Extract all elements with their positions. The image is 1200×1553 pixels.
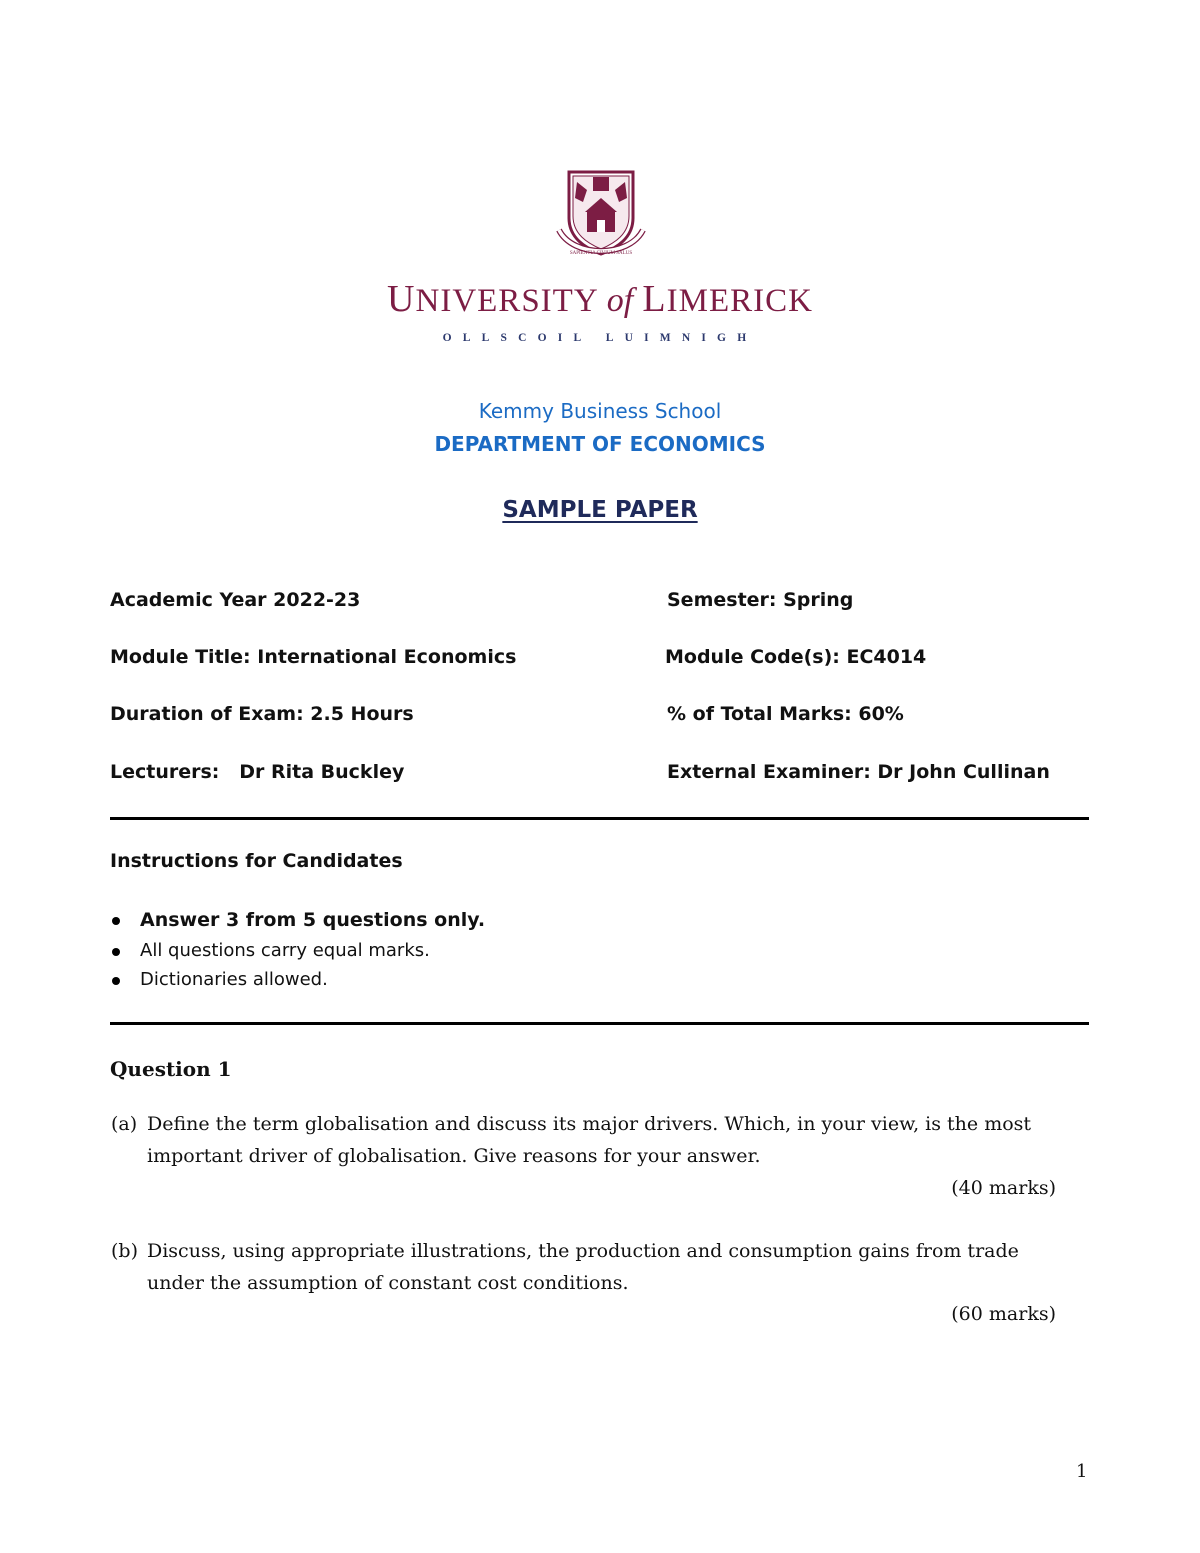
lecturers: Lecturers: Dr Rita Buckley (110, 761, 405, 783)
logo-letter-l: L (642, 278, 667, 320)
part-b-label: (b) (111, 1240, 138, 1262)
part-a-label: (a) (111, 1113, 138, 1135)
page-title: SAMPLE PAPER (502, 497, 698, 523)
semester: Semester: Spring (667, 589, 854, 611)
divider-top (110, 817, 1089, 820)
instruction-text: Dictionaries allowed. (140, 969, 328, 990)
part-a-line-2: important driver of globalisation. Give reasons for your answer. (147, 1145, 761, 1167)
divider-bottom (110, 1022, 1089, 1025)
university-irish-name: OLLSCOIL LUIMNIGH (442, 332, 758, 344)
department-name: DEPARTMENT OF ECONOMICS (434, 432, 766, 456)
total-marks: % of Total Marks: 60% (667, 703, 904, 725)
page-number: 1 (1076, 1461, 1088, 1482)
part-b-marks: (60 marks) (951, 1303, 1056, 1325)
crest-motto: SAPIENTIA CIVIUM SALUS (569, 251, 633, 256)
part-a-line-1: Define the term globalisation and discuss its major drivers. Which, in your view, is the most (147, 1113, 1032, 1135)
school-name: Kemmy Business School (478, 399, 722, 423)
part-b-line-2: under the assumption of constant cost conditions. (147, 1272, 629, 1294)
logo-word-niversity: NIVERSITY (415, 283, 598, 319)
logo-letter-u: U (387, 278, 416, 320)
bullet-icon (112, 917, 120, 925)
instructions-heading: Instructions for Candidates (110, 850, 403, 872)
bullet-icon (112, 948, 120, 956)
university-name-logo (0, 278, 1200, 320)
bullet-icon (112, 977, 120, 985)
instruction-text: All questions carry equal marks. (140, 940, 430, 961)
external-examiner: External Examiner: Dr John Cullinan (667, 761, 1050, 783)
question-heading: Question 1 (110, 1057, 232, 1081)
instruction-text: Answer 3 from 5 questions only. (140, 909, 486, 931)
part-a-marks: (40 marks) (951, 1177, 1056, 1199)
part-b-line-1: Discuss, using appropriate illustrations, the production and consumption gains from trade (147, 1240, 1019, 1262)
module-title: Module Title: International Economics (110, 646, 517, 668)
module-code: Module Code(s): EC4014 (665, 646, 927, 668)
exam-duration: Duration of Exam: 2.5 Hours (110, 703, 414, 725)
university-crest-icon (555, 168, 647, 268)
logo-word-of: of (606, 282, 634, 319)
academic-year: Academic Year 2022-23 (110, 589, 361, 611)
logo-word-imerick: IMERICK (666, 283, 813, 319)
